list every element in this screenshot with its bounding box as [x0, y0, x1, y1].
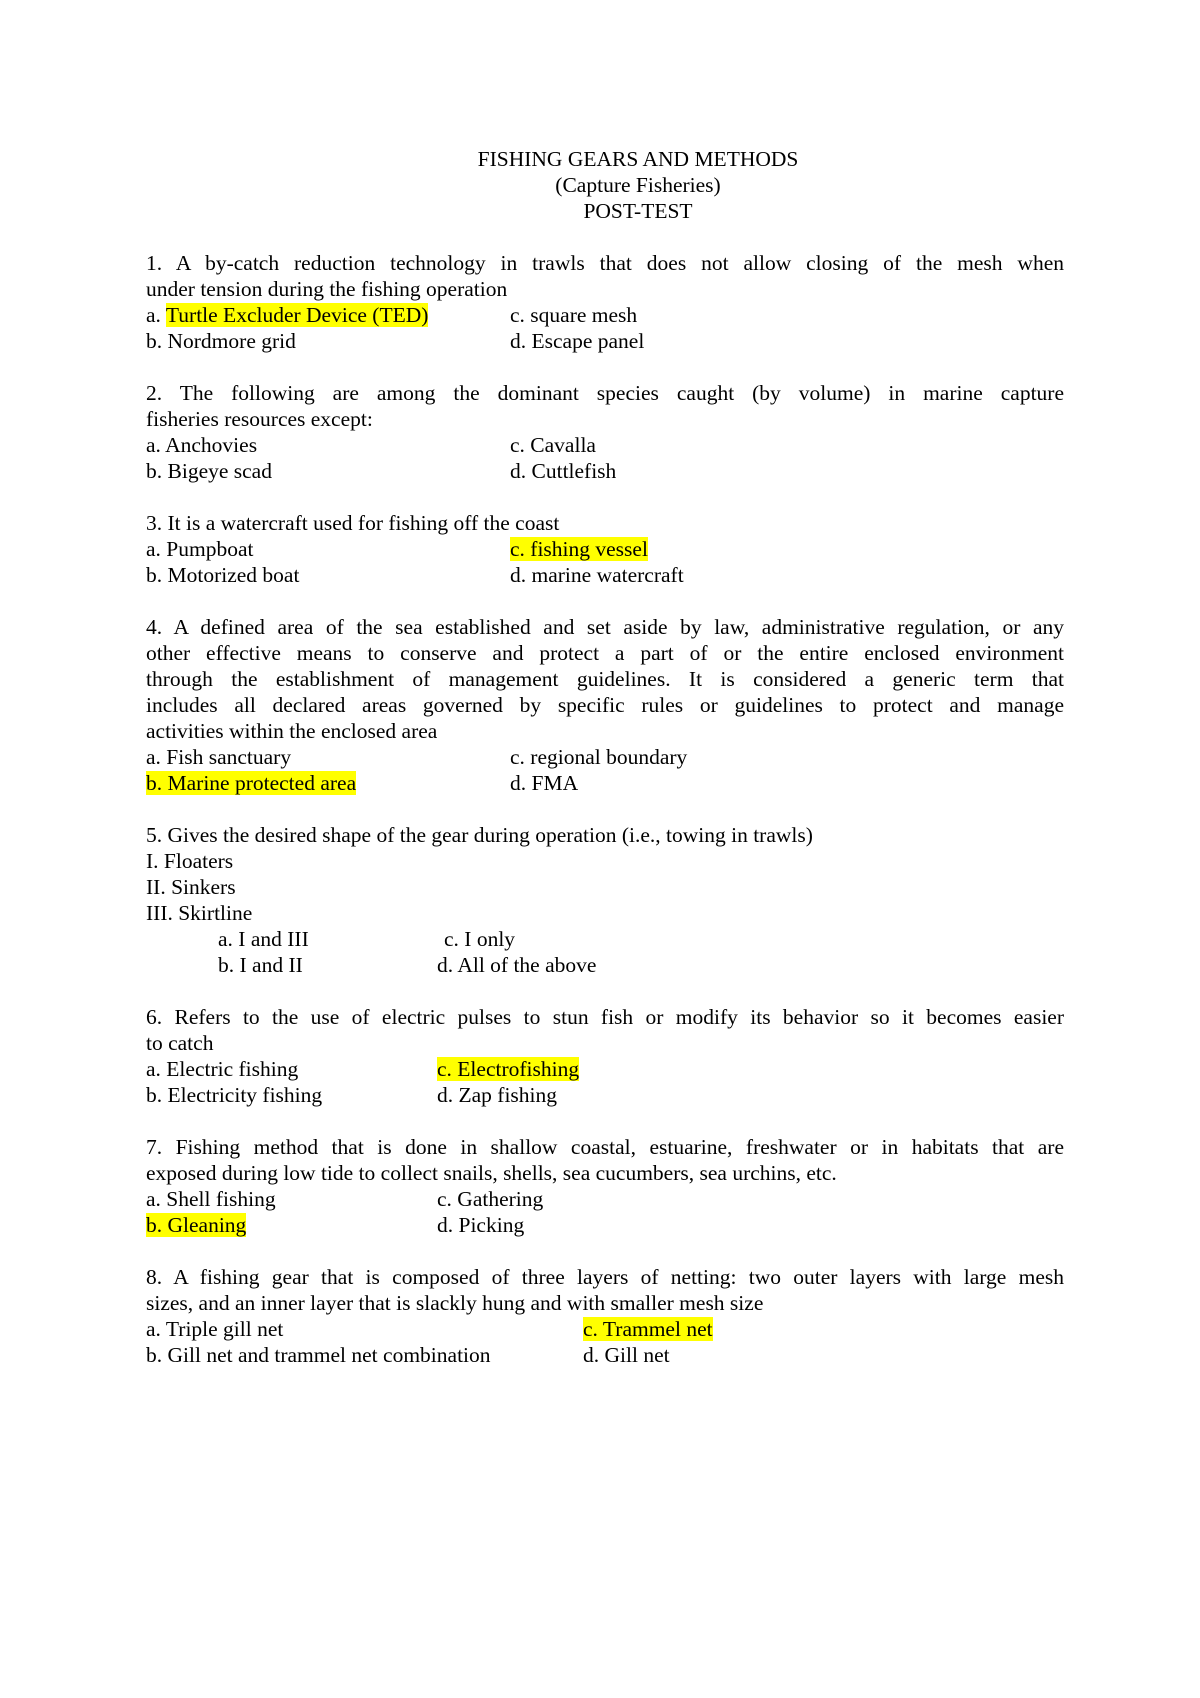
- question-stem: under tension during the fishing operation: [146, 277, 508, 301]
- choice-d: d. Zap fishing: [437, 1083, 558, 1107]
- test-name: POST-TEST: [583, 199, 693, 223]
- question-stem: 4. A defined area of the sea established and set aside by law, administrative regulation, or any: [146, 615, 1064, 639]
- question-stem: fisheries resources except:: [146, 407, 373, 431]
- question-stem: sizes, and an inner layer that is slackly hung and with smaller mesh size: [146, 1291, 764, 1315]
- choice-b: b. Nordmore grid: [146, 329, 296, 353]
- question-stem: other effective means to conserve and protect a part of or the entire enclosed environment: [146, 641, 1064, 665]
- roman-option: III. Skirtline: [146, 901, 253, 925]
- highlighted-answer: Turtle Excluder Device (TED): [165, 303, 429, 327]
- highlighted-answer: c. Trammel net: [583, 1317, 713, 1341]
- question-stem: exposed during low tide to collect snails, shells, sea cucumbers, sea urchins, etc.: [146, 1161, 837, 1185]
- highlighted-answer: b. Gleaning: [146, 1213, 247, 1237]
- choice-d: d. Escape panel: [510, 329, 645, 353]
- question-stem: 1. A by-catch reduction technology in trawls that does not allow closing of the mesh when: [146, 251, 1064, 275]
- question-stem: to catch: [146, 1031, 214, 1055]
- question-stem: includes all declared areas governed by specific rules or guidelines to protect and manage: [146, 693, 1064, 717]
- choice-b: [146, 1212, 246, 1238]
- question-stem: 7. Fishing method that is done in shallow coastal, estuarine, freshwater or in habitats that are: [146, 1135, 1064, 1159]
- choice-b: [146, 770, 356, 796]
- choice-a: a. Anchovies: [146, 433, 258, 457]
- choice-b: b. Electricity fishing: [146, 1083, 323, 1107]
- choice-a: [146, 302, 428, 328]
- choice-c: c. square mesh: [510, 303, 638, 327]
- choice-d: d. All of the above: [437, 953, 597, 977]
- choice-b: b. Gill net and trammel net combination: [146, 1343, 491, 1367]
- choice-a: a. Shell fishing: [146, 1187, 276, 1211]
- choice-d: d. Picking: [437, 1213, 525, 1237]
- choice-c: c. regional boundary: [510, 745, 688, 769]
- choice-d: d. FMA: [510, 771, 579, 795]
- choice-letter: a.: [146, 303, 166, 327]
- choice-a: a. Pumpboat: [146, 537, 254, 561]
- question-stem: 8. A fishing gear that is composed of three layers of netting: two outer layers with large mesh: [146, 1265, 1064, 1289]
- choice-a: a. Triple gill net: [146, 1317, 284, 1341]
- choice-a: a. Fish sanctuary: [146, 745, 292, 769]
- question-stem: 6. Refers to the use of electric pulses to stun fish or modify its behavior so it becomes easier: [146, 1005, 1064, 1029]
- choice-c: c. I only: [444, 927, 516, 951]
- document-title: FISHING GEARS AND METHODS: [477, 147, 799, 171]
- question-stem: activities within the enclosed area: [146, 719, 438, 743]
- question-stem: 2. The following are among the dominant species caught (by volume) in marine capture: [146, 381, 1064, 405]
- choice-a: a. I and III: [218, 927, 309, 951]
- question-stem: 5. Gives the desired shape of the gear during operation (i.e., towing in trawls): [146, 823, 813, 847]
- question-stem: through the establishment of management guidelines. It is considered a generic term that: [146, 667, 1064, 691]
- choice-b: b. I and II: [218, 953, 303, 977]
- choice-b: b. Motorized boat: [146, 563, 300, 587]
- choice-d: d. marine watercraft: [510, 563, 684, 587]
- document-subtitle: (Capture Fisheries): [555, 173, 721, 197]
- choice-c: c. Cavalla: [510, 433, 596, 457]
- choice-c: c. Gathering: [437, 1187, 544, 1211]
- highlighted-answer: c. fishing vessel: [510, 537, 648, 561]
- highlighted-answer: b. Marine protected area: [146, 771, 357, 795]
- roman-option: I. Floaters: [146, 849, 234, 873]
- choice-a: a. Electric fishing: [146, 1057, 299, 1081]
- roman-option: II. Sinkers: [146, 875, 236, 899]
- choice-d: d. Cuttlefish: [510, 459, 617, 483]
- choice-d: d. Gill net: [583, 1343, 670, 1367]
- choice-c: [437, 1056, 579, 1082]
- choice-b: b. Bigeye scad: [146, 459, 272, 483]
- highlighted-answer: c. Electrofishing: [437, 1057, 580, 1081]
- question-stem: 3. It is a watercraft used for fishing off the coast: [146, 511, 560, 535]
- choice-c: [510, 536, 648, 562]
- choice-c: [583, 1316, 713, 1342]
